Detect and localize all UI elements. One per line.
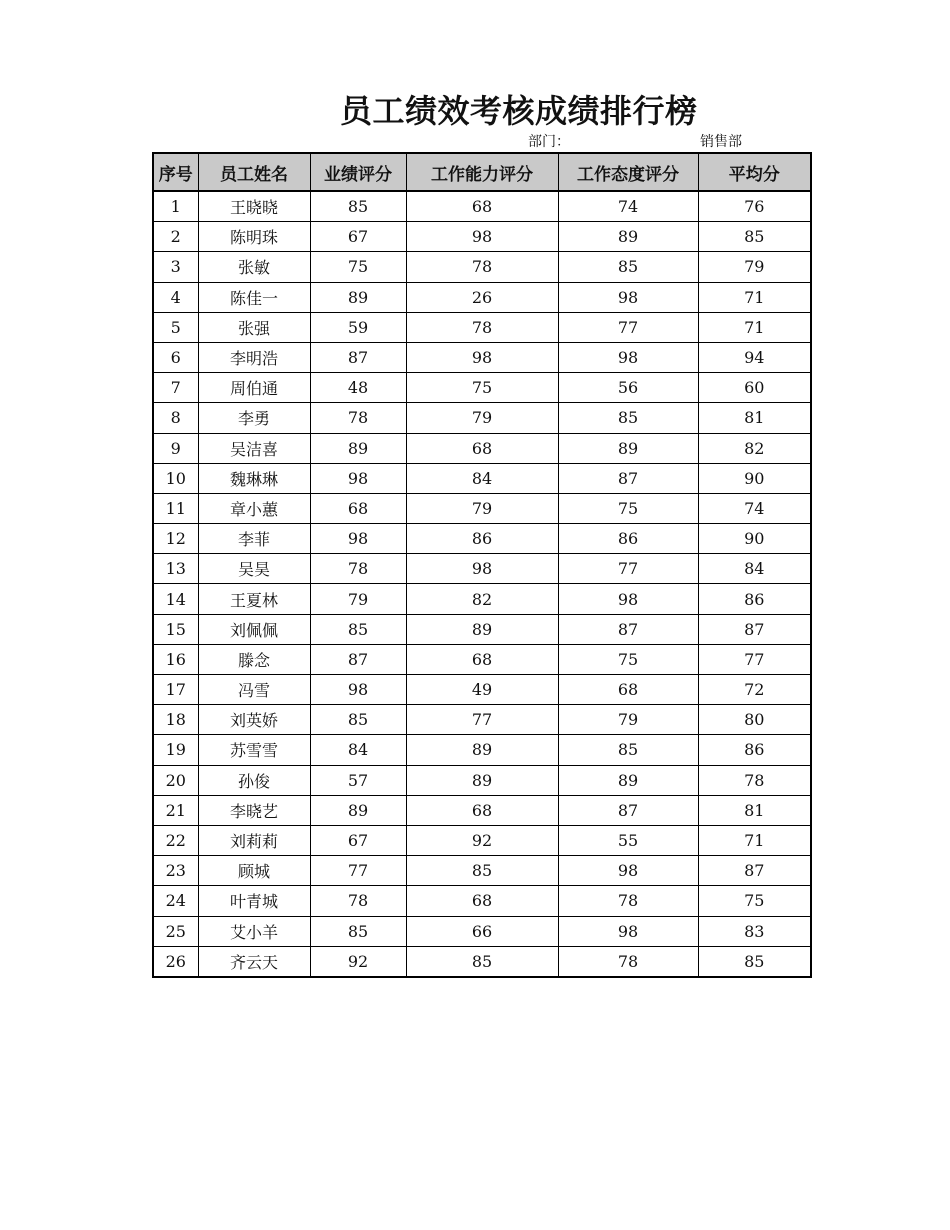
row-index-cell: 16 bbox=[153, 644, 198, 674]
employee-name-cell: 艾小羊 bbox=[198, 916, 310, 946]
ability-score-cell: 78 bbox=[406, 312, 558, 342]
row-index-cell: 21 bbox=[153, 795, 198, 825]
ability-score-cell: 84 bbox=[406, 463, 558, 493]
ability-score-cell: 86 bbox=[406, 524, 558, 554]
attitude-score-cell: 89 bbox=[558, 433, 698, 463]
performance-score-cell: 67 bbox=[310, 825, 406, 855]
performance-score-cell: 98 bbox=[310, 675, 406, 705]
table-row bbox=[153, 222, 811, 252]
ability-score-cell: 26 bbox=[406, 282, 558, 312]
performance-score-cell: 84 bbox=[310, 735, 406, 765]
table-row bbox=[153, 946, 811, 977]
row-index-cell: 4 bbox=[153, 282, 198, 312]
employee-name-cell: 王夏林 bbox=[198, 584, 310, 614]
table-row bbox=[153, 493, 811, 523]
performance-score-cell: 89 bbox=[310, 282, 406, 312]
ability-score-cell: 98 bbox=[406, 554, 558, 584]
average-score-cell: 82 bbox=[698, 433, 811, 463]
table-row bbox=[153, 886, 811, 916]
performance-score-cell: 79 bbox=[310, 584, 406, 614]
average-score-cell: 86 bbox=[698, 584, 811, 614]
table-row bbox=[153, 825, 811, 855]
average-score-cell: 81 bbox=[698, 795, 811, 825]
performance-table bbox=[152, 152, 812, 978]
ability-score-cell: 89 bbox=[406, 614, 558, 644]
table-row bbox=[153, 403, 811, 433]
average-score-cell: 81 bbox=[698, 403, 811, 433]
attitude-score-cell: 98 bbox=[558, 856, 698, 886]
table-row bbox=[153, 614, 811, 644]
ability-score-cell: 49 bbox=[406, 675, 558, 705]
performance-score-cell: 98 bbox=[310, 463, 406, 493]
attitude-score-cell: 78 bbox=[558, 946, 698, 977]
performance-score-cell: 89 bbox=[310, 433, 406, 463]
row-index-cell: 12 bbox=[153, 524, 198, 554]
row-index-cell: 15 bbox=[153, 614, 198, 644]
ability-score-cell: 77 bbox=[406, 705, 558, 735]
employee-name-cell: 刘佩佩 bbox=[198, 614, 310, 644]
header-attitude-score: 工作态度评分 bbox=[558, 153, 698, 191]
performance-score-cell: 89 bbox=[310, 795, 406, 825]
table-row bbox=[153, 856, 811, 886]
employee-name-cell: 周伯通 bbox=[198, 373, 310, 403]
ability-score-cell: 89 bbox=[406, 765, 558, 795]
row-index-cell: 9 bbox=[153, 433, 198, 463]
average-score-cell: 90 bbox=[698, 463, 811, 493]
employee-name-cell: 刘莉莉 bbox=[198, 825, 310, 855]
attitude-score-cell: 98 bbox=[558, 342, 698, 372]
attitude-score-cell: 78 bbox=[558, 886, 698, 916]
ability-score-cell: 78 bbox=[406, 252, 558, 282]
table-row bbox=[153, 373, 811, 403]
attitude-score-cell: 75 bbox=[558, 644, 698, 674]
attitude-score-cell: 87 bbox=[558, 614, 698, 644]
attitude-score-cell: 77 bbox=[558, 554, 698, 584]
average-score-cell: 84 bbox=[698, 554, 811, 584]
employee-name-cell: 张强 bbox=[198, 312, 310, 342]
performance-score-cell: 98 bbox=[310, 524, 406, 554]
row-index-cell: 19 bbox=[153, 735, 198, 765]
row-index-cell: 5 bbox=[153, 312, 198, 342]
table-body bbox=[153, 191, 811, 977]
employee-name-cell: 滕念 bbox=[198, 644, 310, 674]
table-row bbox=[153, 433, 811, 463]
ability-score-cell: 68 bbox=[406, 795, 558, 825]
attitude-score-cell: 89 bbox=[558, 765, 698, 795]
ability-score-cell: 85 bbox=[406, 946, 558, 977]
performance-score-cell: 68 bbox=[310, 493, 406, 523]
average-score-cell: 80 bbox=[698, 705, 811, 735]
performance-score-cell: 85 bbox=[310, 191, 406, 222]
average-score-cell: 72 bbox=[698, 675, 811, 705]
table-row bbox=[153, 252, 811, 282]
attitude-score-cell: 56 bbox=[558, 373, 698, 403]
row-index-cell: 17 bbox=[153, 675, 198, 705]
row-index-cell: 2 bbox=[153, 222, 198, 252]
row-index-cell: 18 bbox=[153, 705, 198, 735]
header-performance-score: 业绩评分 bbox=[310, 153, 406, 191]
average-score-cell: 79 bbox=[698, 252, 811, 282]
average-score-cell: 60 bbox=[698, 373, 811, 403]
row-index-cell: 23 bbox=[153, 856, 198, 886]
header-employee-name: 员工姓名 bbox=[198, 153, 310, 191]
table-row bbox=[153, 765, 811, 795]
average-score-cell: 75 bbox=[698, 886, 811, 916]
attitude-score-cell: 79 bbox=[558, 705, 698, 735]
header-index: 序号 bbox=[153, 153, 198, 191]
ability-score-cell: 68 bbox=[406, 433, 558, 463]
performance-score-cell: 85 bbox=[310, 916, 406, 946]
employee-name-cell: 李勇 bbox=[198, 403, 310, 433]
row-index-cell: 8 bbox=[153, 403, 198, 433]
row-index-cell: 26 bbox=[153, 946, 198, 977]
performance-score-cell: 78 bbox=[310, 554, 406, 584]
table-row bbox=[153, 735, 811, 765]
attitude-score-cell: 98 bbox=[558, 584, 698, 614]
performance-score-cell: 77 bbox=[310, 856, 406, 886]
performance-score-cell: 78 bbox=[310, 403, 406, 433]
ability-score-cell: 68 bbox=[406, 644, 558, 674]
average-score-cell: 85 bbox=[698, 946, 811, 977]
performance-score-cell: 85 bbox=[310, 614, 406, 644]
employee-name-cell: 章小蕙 bbox=[198, 493, 310, 523]
row-index-cell: 11 bbox=[153, 493, 198, 523]
attitude-score-cell: 85 bbox=[558, 252, 698, 282]
department-value: 销售部 bbox=[700, 134, 742, 150]
performance-score-cell: 78 bbox=[310, 886, 406, 916]
average-score-cell: 78 bbox=[698, 765, 811, 795]
performance-score-cell: 48 bbox=[310, 373, 406, 403]
ability-score-cell: 92 bbox=[406, 825, 558, 855]
ability-score-cell: 75 bbox=[406, 373, 558, 403]
row-index-cell: 22 bbox=[153, 825, 198, 855]
row-index-cell: 10 bbox=[153, 463, 198, 493]
table-row bbox=[153, 795, 811, 825]
row-index-cell: 13 bbox=[153, 554, 198, 584]
attitude-score-cell: 98 bbox=[558, 282, 698, 312]
employee-name-cell: 陈明珠 bbox=[198, 222, 310, 252]
employee-name-cell: 冯雪 bbox=[198, 675, 310, 705]
attitude-score-cell: 87 bbox=[558, 795, 698, 825]
employee-name-cell: 魏琳琳 bbox=[198, 463, 310, 493]
attitude-score-cell: 68 bbox=[558, 675, 698, 705]
performance-score-cell: 87 bbox=[310, 644, 406, 674]
row-index-cell: 1 bbox=[153, 191, 198, 222]
employee-name-cell: 陈佳一 bbox=[198, 282, 310, 312]
employee-name-cell: 吴昊 bbox=[198, 554, 310, 584]
department-label: 部门： bbox=[528, 134, 570, 150]
average-score-cell: 76 bbox=[698, 191, 811, 222]
ability-score-cell: 98 bbox=[406, 342, 558, 372]
table-row bbox=[153, 584, 811, 614]
average-score-cell: 77 bbox=[698, 644, 811, 674]
page-title: 员工绩效考核成绩排行榜 bbox=[340, 92, 698, 130]
employee-name-cell: 李菲 bbox=[198, 524, 310, 554]
attitude-score-cell: 77 bbox=[558, 312, 698, 342]
row-index-cell: 7 bbox=[153, 373, 198, 403]
table-row bbox=[153, 463, 811, 493]
ability-score-cell: 79 bbox=[406, 493, 558, 523]
ability-score-cell: 82 bbox=[406, 584, 558, 614]
table-row bbox=[153, 312, 811, 342]
average-score-cell: 71 bbox=[698, 282, 811, 312]
attitude-score-cell: 75 bbox=[558, 493, 698, 523]
ability-score-cell: 85 bbox=[406, 856, 558, 886]
ability-score-cell: 68 bbox=[406, 886, 558, 916]
attitude-score-cell: 89 bbox=[558, 222, 698, 252]
row-index-cell: 14 bbox=[153, 584, 198, 614]
average-score-cell: 94 bbox=[698, 342, 811, 372]
average-score-cell: 85 bbox=[698, 222, 811, 252]
employee-name-cell: 苏雪雪 bbox=[198, 735, 310, 765]
row-index-cell: 24 bbox=[153, 886, 198, 916]
table-row bbox=[153, 342, 811, 372]
performance-score-cell: 57 bbox=[310, 765, 406, 795]
employee-name-cell: 叶青城 bbox=[198, 886, 310, 916]
employee-name-cell: 吴洁喜 bbox=[198, 433, 310, 463]
employee-name-cell: 顾城 bbox=[198, 856, 310, 886]
attitude-score-cell: 86 bbox=[558, 524, 698, 554]
attitude-score-cell: 74 bbox=[558, 191, 698, 222]
attitude-score-cell: 87 bbox=[558, 463, 698, 493]
attitude-score-cell: 55 bbox=[558, 825, 698, 855]
table-row bbox=[153, 705, 811, 735]
performance-score-cell: 59 bbox=[310, 312, 406, 342]
table-row bbox=[153, 554, 811, 584]
performance-score-cell: 75 bbox=[310, 252, 406, 282]
header-average-score: 平均分 bbox=[698, 153, 811, 191]
table-row bbox=[153, 524, 811, 554]
attitude-score-cell: 98 bbox=[558, 916, 698, 946]
table-row bbox=[153, 191, 811, 222]
ability-score-cell: 98 bbox=[406, 222, 558, 252]
average-score-cell: 74 bbox=[698, 493, 811, 523]
employee-name-cell: 张敏 bbox=[198, 252, 310, 282]
employee-name-cell: 李明浩 bbox=[198, 342, 310, 372]
table-row bbox=[153, 675, 811, 705]
employee-name-cell: 刘英娇 bbox=[198, 705, 310, 735]
ability-score-cell: 68 bbox=[406, 191, 558, 222]
row-index-cell: 6 bbox=[153, 342, 198, 372]
average-score-cell: 87 bbox=[698, 856, 811, 886]
header-row bbox=[153, 153, 811, 191]
average-score-cell: 83 bbox=[698, 916, 811, 946]
row-index-cell: 3 bbox=[153, 252, 198, 282]
table-row bbox=[153, 282, 811, 312]
average-score-cell: 71 bbox=[698, 825, 811, 855]
average-score-cell: 86 bbox=[698, 735, 811, 765]
row-index-cell: 25 bbox=[153, 916, 198, 946]
employee-name-cell: 李晓艺 bbox=[198, 795, 310, 825]
performance-score-cell: 67 bbox=[310, 222, 406, 252]
attitude-score-cell: 85 bbox=[558, 735, 698, 765]
table-row bbox=[153, 644, 811, 674]
row-index-cell: 20 bbox=[153, 765, 198, 795]
ability-score-cell: 79 bbox=[406, 403, 558, 433]
performance-score-cell: 85 bbox=[310, 705, 406, 735]
performance-score-cell: 87 bbox=[310, 342, 406, 372]
employee-name-cell: 齐云天 bbox=[198, 946, 310, 977]
header-ability-score: 工作能力评分 bbox=[406, 153, 558, 191]
average-score-cell: 71 bbox=[698, 312, 811, 342]
average-score-cell: 90 bbox=[698, 524, 811, 554]
table-row bbox=[153, 916, 811, 946]
average-score-cell: 87 bbox=[698, 614, 811, 644]
employee-name-cell: 王晓晓 bbox=[198, 191, 310, 222]
attitude-score-cell: 85 bbox=[558, 403, 698, 433]
performance-score-cell: 92 bbox=[310, 946, 406, 977]
employee-name-cell: 孙俊 bbox=[198, 765, 310, 795]
ability-score-cell: 89 bbox=[406, 735, 558, 765]
ability-score-cell: 66 bbox=[406, 916, 558, 946]
